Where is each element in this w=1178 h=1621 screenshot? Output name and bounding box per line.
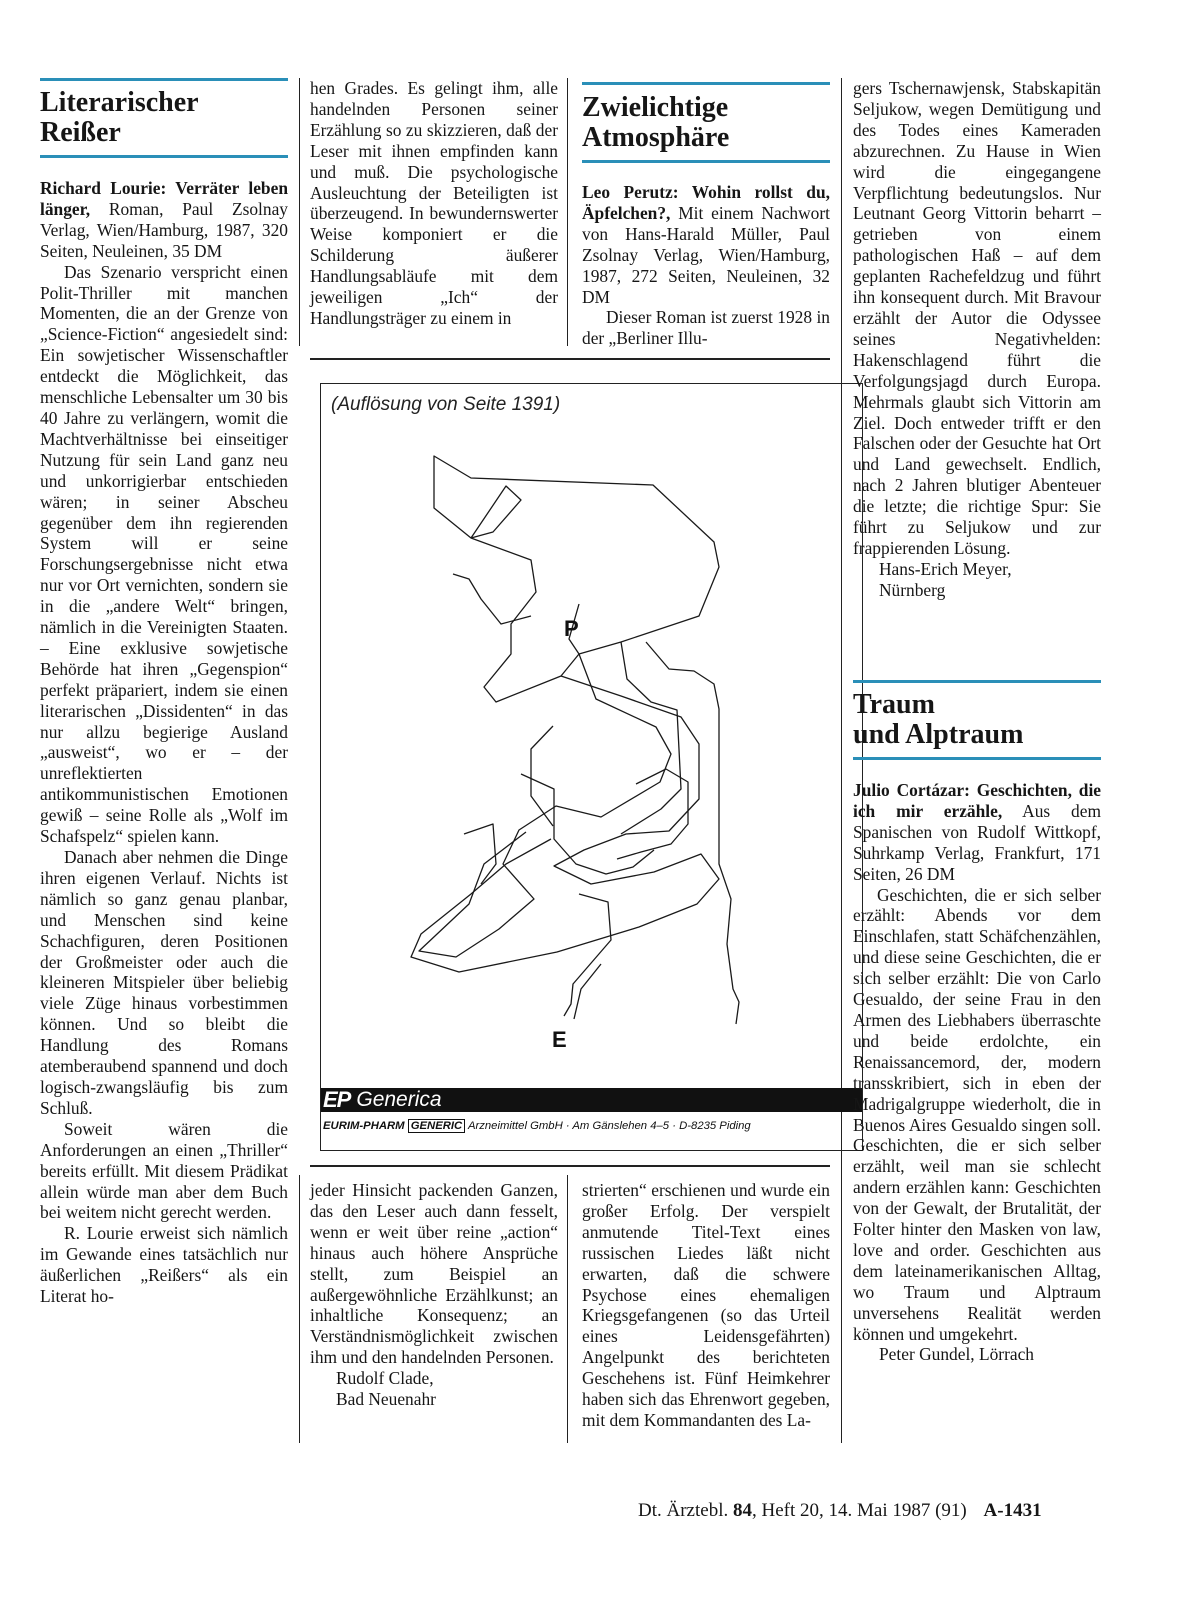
article1-paragraph: Das Szenario verspricht einen Polit-Thriller mit manchen Momenten, die an der Grenze von „Science-Fiction“ angesiedelt sind: Ein sowjetischer Wissenschaftler entdeckt die Möglichkeit, das menschliche Lebensalter um 30 bis 40 Jahre zu verlängern, womit die Machtverhältnisse bei einseitiger Nutzung für sein Land ganz neu und unkorrigierbar entschieden wären; in seiner Abscheu gegenüber dem ihn regierenden System will er seine Forschungsergebnisse nicht etwa nur vor Ort vernichten, sondern sie in die „andere Welt“ bringen, nämlich in die Vereinigten Staaten. – Eine exklusive sowjetische Behörde hat ihren „Gegenspion“ perfekt präpariert, indem sie einen literarischen „Dissidenten“ in das nur allzu begierige Ausland „ausweist“, wo er – der unreflektierten antikommunistischen Emotionen gewiß – seine Rolle als „Wolf im Schafspelz“ spielen kann. [40,261,288,847]
article2-column-top [582,182,830,349]
article1-column [40,178,288,1307]
ad-address: Arzneimittel GmbH · Am Gänslehen 4–5 · D-8235 Piding [467,1120,751,1132]
column-divider [567,1175,568,1443]
article1-author: Rudolf Clade, [336,1368,434,1389]
article2-headline-line2: Atmosphäre [582,122,730,153]
column-divider [299,1175,300,1443]
article1-paragraph: R. Lourie erweist sich nämlich im Gewande eines tatsächlich nur äußerlichen „Reißers“ als ein Literat ho- [40,1223,288,1307]
article2-headline [582,93,729,153]
advertisement [320,383,863,1151]
page-footer [638,1500,1042,1522]
article1-book-title: Richard Lourie: Verräter leben länger, [40,178,288,219]
article2-continuation-bottom [582,1180,830,1431]
column-divider [567,78,568,346]
article1-continuation-top [310,78,558,329]
footer-journal: Dt. Ärztebl. [638,1500,729,1521]
maze-solution-path [321,384,862,1084]
article1-headline [40,88,199,148]
maze-end-label: E [552,1027,567,1052]
article1-author-location: Bad Neuenahr [336,1389,436,1410]
ad-brand-name: Generica [356,1088,442,1111]
footer-volume: 84 [732,1500,752,1521]
article2-book-details: Mit einem Nachwort von Hans-Harald Müller, Paul Zsolnay Verlag, Wien/Hamburg, 1987, 272 Seiten, Neuleinen, 32 DM [582,202,830,307]
article1-headline-line2: Reißer [40,117,121,148]
headline-rule-bottom [853,757,1101,760]
article1-paragraph: Danach aber nehmen die Dinge ihren eigenen Verlauf. Nichts ist nämlich so ganz genau planbar, und Menschen sind keine Schachfiguren, deren Positionen der Großmeister oder auch die kleineren Mitspieler über beliebig viele Züge hinaus vorbestimmen können. Und so bleibt die Handlung des Romans atemberaubend spannend und doch logisch-zwangsläufig bis zum Schluß. [40,847,288,1118]
headline-rule-top [853,680,1101,683]
ad-address-line [323,1120,751,1132]
article3-author: Peter Gundel, Lörrach [879,1344,1035,1365]
article1-headline-line1: Literarischer [40,87,199,118]
article2-author-location: Nürnberg [879,579,946,600]
column-divider [299,78,300,346]
article3-book-details: Aus dem Spanischen von Rudolf Wittkopf, Suhrkamp Verlag, Frankfurt, 171 Seiten, 26 DM [853,800,1102,884]
article1-bibliography [40,178,288,262]
article3-bibliography [853,780,1101,885]
article2-paragraph: Dieser Roman ist zuerst 1928 in der „Berliner Illu- [582,307,830,349]
article2-book-title: Leo Perutz: Wohin rollst du, Äpfelchen?, [582,182,830,223]
ad-top-rule [310,358,830,360]
article2-paragraph: gers Tschernawjensk, Stabskapitän Seljukow, wegen Demütigung und des Todes eines Kameraden abzurechnen. Zu Hause in Wien wird die eingegangene Verpflichtung bedeutungslos. Nur Leutnant Georg Vittorin beharrt – getrieben von einem pathologischen Haß – auf dem geplanten Rachefeldzug und führt ihn konsequent durch. Mit Bravour erzählt der Autor die Odyssee seines Negativhelden: Hakenschlagend führt die Verfolgungsjagd durch Europa. Mehrmals glaubt sich Vittorin am Ziel. Doch entweder trifft er den Falschen oder der Gesuchte hat Ort und Land gewechselt. Endlich, nach 2 Jahren blutiger Abenteuer die letzte; die richtige Spur: Sie führt zu Seljukow und zur frappierenden Lösung. [853,78,1101,558]
ad-company: EURIM-PHARM [323,1120,405,1132]
headline-rule-top [40,78,288,81]
ad-caption: (Auflösung von Seite 1391) [331,394,561,415]
ad-generic-badge: GENERIC [408,1119,465,1133]
article2-continuation-col4 [853,78,1101,601]
article1-paragraph: Soweit wären die Anforderungen an einen „Thriller“ bereits erfüllt. Mit diesem Prädikat allein würde man aber dem Buch bei weitem nicht gerecht werden. [40,1118,288,1223]
footer-page-number: A-1431 [983,1500,1042,1521]
article1-paragraph: jeder Hinsicht packenden Ganzen, das den Leser auch dann fesselt, wenn er weit über reine „action“ hinaus auch höhere Ansprüche stellt, zum Beispiel an außergewöhnliche Erzählkunst; an inhaltliche Konsequenz; an Verständnismöglichkeit zwischen ihm und den handelnden Personen. [310,1180,558,1368]
article1-book-details: Roman, Paul Zsolnay Verlag, Wien/Hamburg, 1987, 320 Seiten, Neuleinen, 35 DM [40,198,288,261]
article2-author: Hans-Erich Meyer, [879,558,1012,579]
article3-headline-line2: und Alptraum [853,719,1024,750]
maze-start-label: P [564,616,579,641]
article2-headline-line1: Zwielichtige [582,92,729,123]
article1-continuation-bottom [310,1180,558,1410]
article3-headline-line1: Traum [853,689,935,720]
footer-issue: , Heft 20, 14. Mai 1987 (91) [751,1500,967,1521]
article2-bibliography [582,182,830,307]
article3-paragraph: Geschichten, die er sich selber erzählt: Abends vor dem Einschlafen, statt Schäfchenzählen, und diese seine Geschichten, die er sich selber erzählt: Die von Carlo Gesualdo, der seine Frau in den Armen des Liebhabers überraschte und beide erdolchte, ein Renaissancemord, der, modern transskribiert, sich in eben der Madrigalgruppe wiederholt, die in Buenos Aires Gesualdo singen soll. Geschichten, die er sich selber erzählt, weil man sie schlecht andern erzählen kann: Geschichten von der Gewalt, der Brutalität, der Folter hinter den Masken von law, love and order. Geschichten aus dem lateinamerikanischen Alltag, wo Traum und Alptraum unversehens Realität werden können und umgekehrt. [853,884,1101,1344]
headline-rule-bottom [582,160,830,163]
headline-rule-top [582,82,830,85]
ad-logo [323,1088,442,1112]
article2-paragraph: strierten“ erschienen und wurde ein großer Erfolg. Der verspielt anmutende Titel-Text eines russischen Liedes läßt nicht erwarten, daß die schwere Psychose eines ehemaligen Kriegsgefangenen (so das Urteil eines Leidensgefährten) Angelpunkt des berichteten Geschehens ist. Fünf Heimkehrer haben sich das Ehrenwort gegeben, mit dem Kommandanten des La- [582,1180,830,1430]
article1-paragraph: hen Grades. Es gelingt ihm, alle handelnden Personen seiner Erzählung so zu skizzieren, daß der Leser mit ihnen empfinden kann und muß. Die psychologische Ausleuchtung der Beteiligten ist überzeugend. In bewundernswerter Weise komponiert er die Schilderung äußerer Handlungsabläufe mit dem jeweiligen „Ich“ der Handlungsträger zu einem in [310,78,558,328]
article3-headline [853,690,1023,750]
ad-bottom-rule [310,1165,830,1167]
headline-rule-bottom [40,155,288,158]
ep-logo-icon: EP [323,1087,351,1112]
article3-book-title: Julio Cortázar: Geschichten, die ich mir erzähle, [853,780,1101,821]
article3-column [853,780,1101,1365]
